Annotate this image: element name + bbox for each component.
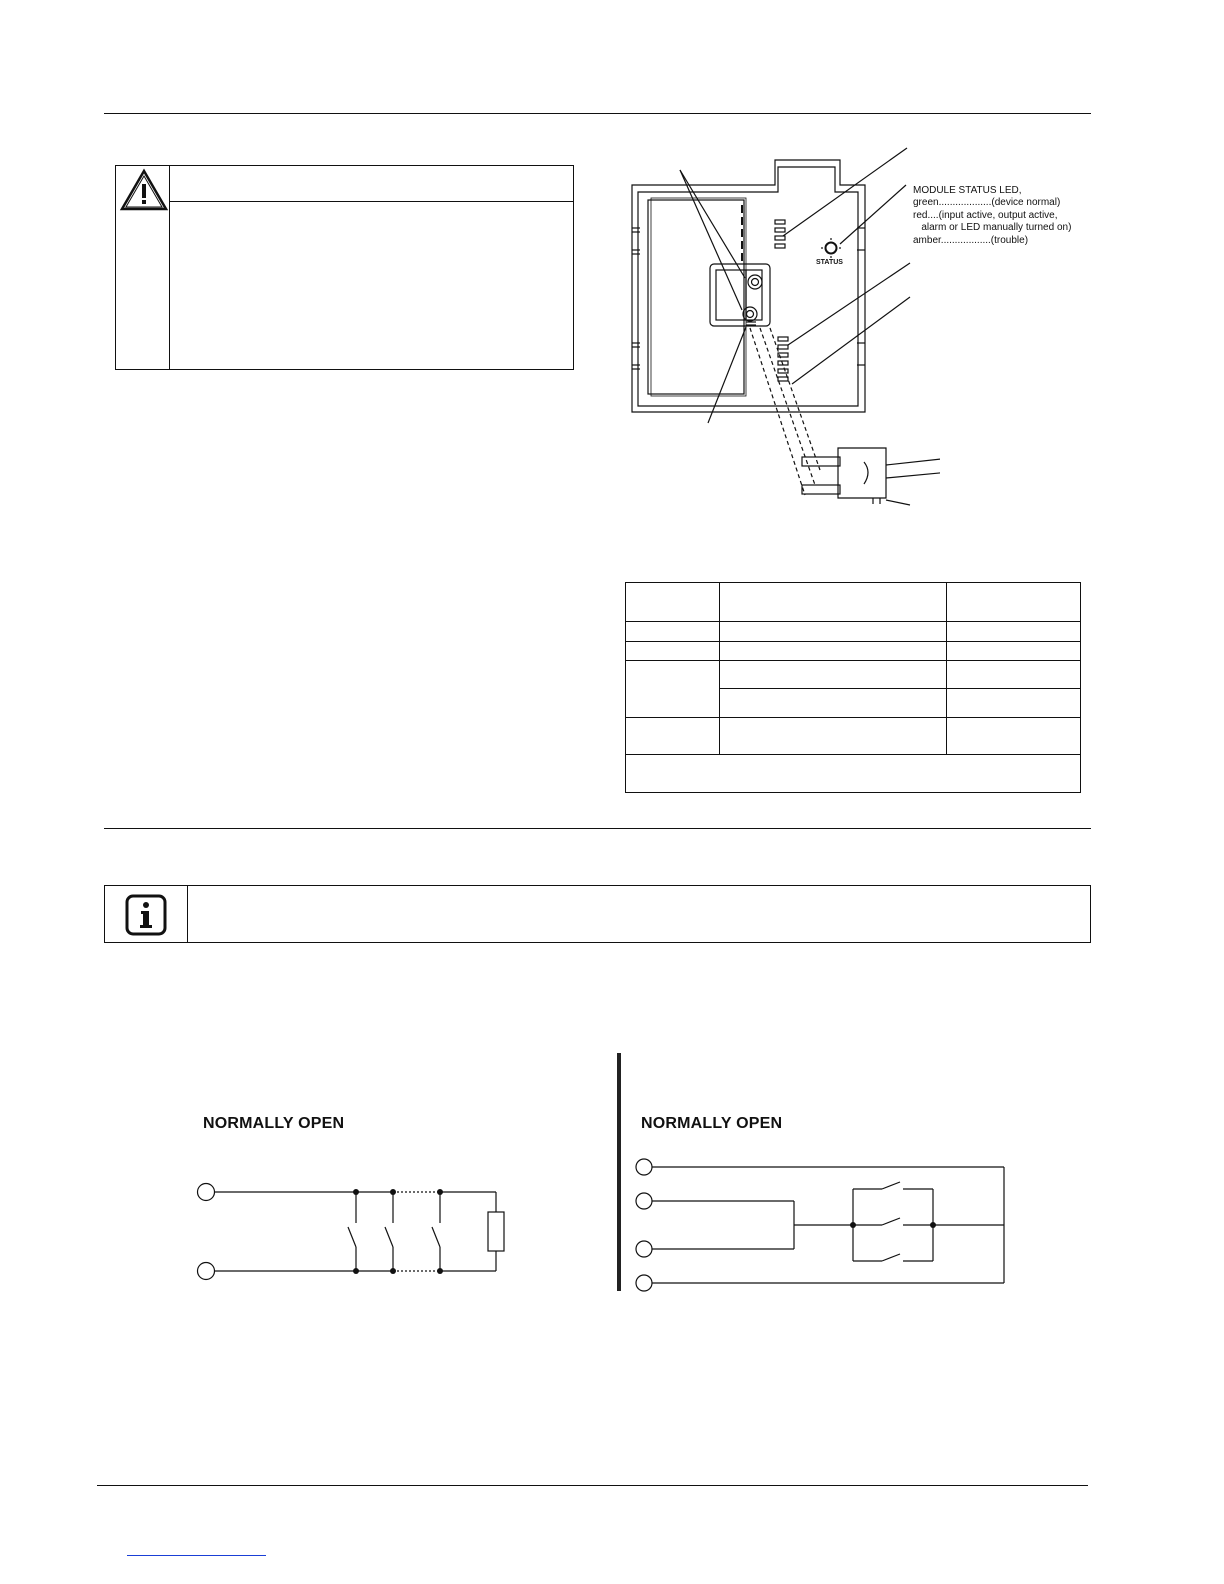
table-cell — [626, 661, 720, 718]
table-cell — [720, 718, 947, 755]
module-drawing — [610, 140, 940, 520]
status-led-label-3: red....(input active, output active, — [913, 210, 1058, 221]
table-cell — [947, 689, 1081, 718]
warning-header-divider — [169, 201, 573, 202]
right-wiring-diagram — [630, 1155, 1010, 1295]
table-cell — [720, 661, 947, 689]
status-led-label-4: alarm or LED manually turned on) — [913, 222, 1072, 233]
top-rule — [104, 113, 1091, 114]
right-diagram-title: NORMALLY OPEN — [641, 1115, 783, 1132]
table-cell — [947, 622, 1081, 642]
table-header-cell — [947, 583, 1081, 622]
info-icon — [125, 894, 167, 936]
table-cell — [720, 689, 947, 718]
table-cell — [626, 622, 720, 642]
led-table — [625, 582, 1081, 793]
info-note-box — [104, 885, 1091, 943]
warning-box — [115, 165, 574, 370]
table-header-cell — [626, 583, 720, 622]
table-cell — [626, 642, 720, 661]
bottom-rule — [97, 1485, 1088, 1486]
status-led-label-2: green...................(device normal) — [913, 197, 1061, 208]
diagram-divider — [617, 1053, 621, 1291]
table-cell — [947, 661, 1081, 689]
table-cell — [947, 718, 1081, 755]
footer-link[interactable] — [127, 1555, 266, 1556]
status-led-label-1: MODULE STATUS LED, — [913, 185, 1022, 196]
table-cell — [947, 642, 1081, 661]
table-note-cell — [626, 755, 1081, 793]
status-text: STATUS — [816, 259, 843, 266]
table-cell — [626, 718, 720, 755]
left-diagram-title: NORMALLY OPEN — [203, 1115, 345, 1132]
table-header-cell — [720, 583, 947, 622]
status-led-label-5: amber..................(trouble) — [913, 235, 1029, 246]
table-cell — [720, 642, 947, 661]
middle-rule — [104, 828, 1091, 829]
table-cell — [720, 622, 947, 642]
left-wiring-diagram — [190, 1175, 510, 1290]
warning-triangle-icon — [119, 168, 169, 212]
